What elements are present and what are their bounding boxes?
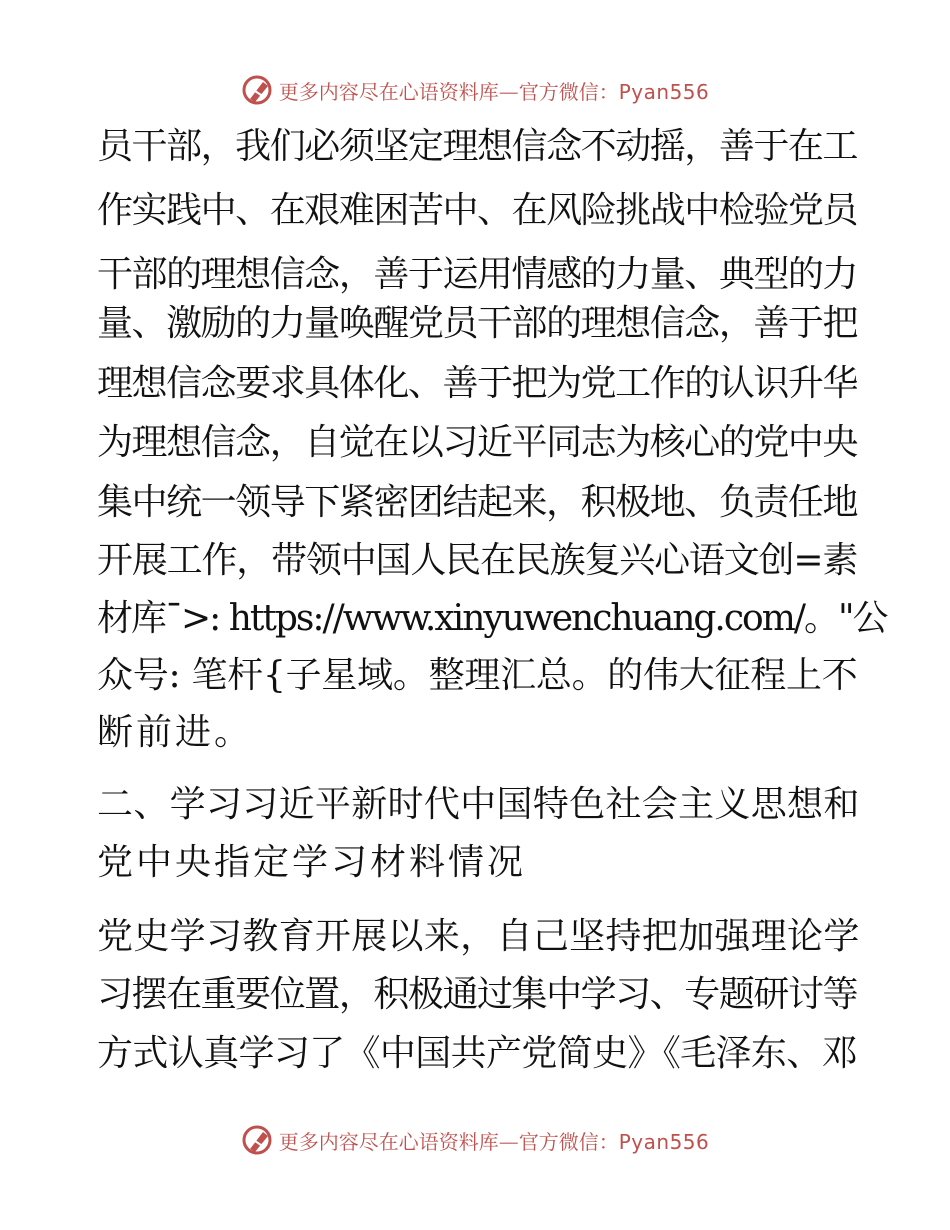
text-line: 众号: 笔杆{子星域。整理汇总。的伟大征程上不 xyxy=(97,655,858,696)
text-line: 理想信念要求具体化、善于把为党工作的认识升华 xyxy=(97,363,858,404)
text-line: 员干部，我们必须坚定理想信念不动摇，善于在工 xyxy=(97,126,858,167)
text-line: 方式认真学习了《中国共产党简史》《毛泽东、邓 xyxy=(97,1033,858,1074)
pen-nib-logo-icon xyxy=(241,73,275,107)
banner-text: 更多内容尽在心语资料库 xyxy=(278,79,499,104)
banner-text: 更多内容尽在心语资料库 xyxy=(278,1129,499,1154)
text-line: 党史学习教育开展以来，自己坚持把加强理论学 xyxy=(97,916,860,957)
text-line: 干部的理想信念，善于运用情感的力量、典型的力 xyxy=(97,254,858,295)
text-line: 为理想信念，自觉在以习近平同志为核心的党中央 xyxy=(97,422,858,463)
text-line: 断前进。 xyxy=(97,712,254,753)
footer-banner xyxy=(0,1120,950,1160)
text-line: 量、激励的力量唤醒党员干部的理想信念，善于把 xyxy=(97,303,858,344)
text-line: 习摆在重要位置，积极通过集中学习、专题研讨等 xyxy=(97,974,858,1015)
pen-nib-logo-icon xyxy=(241,1123,275,1157)
banner-contact-id: Pyan556 xyxy=(618,1129,710,1154)
section-heading-line: 二、学习习近平新时代中国特色社会主义思想和 xyxy=(97,784,860,825)
text-line: 集中统一领导下紧密团结起来，积极地、负责任地 xyxy=(97,482,858,523)
text-line: 作实践中、在艰难困苦中、在风险挑战中检验党员 xyxy=(97,190,858,231)
section-heading-line: 党中央指定学习材料情况 xyxy=(97,842,527,883)
text-line: 开展工作，带领中国人民在民族复兴心语文创=素 xyxy=(97,540,858,581)
banner-contact-label: 官方微信： xyxy=(518,79,619,104)
banner-contact-id: Pyan556 xyxy=(618,79,710,104)
banner-separator: — xyxy=(498,1129,519,1154)
text-line: 材库¯>: https://www.xinyuwenchuang.com/。"公 xyxy=(97,598,887,639)
header-banner xyxy=(0,70,950,110)
banner-separator: — xyxy=(498,79,519,104)
banner-contact-label: 官方微信： xyxy=(518,1129,619,1154)
